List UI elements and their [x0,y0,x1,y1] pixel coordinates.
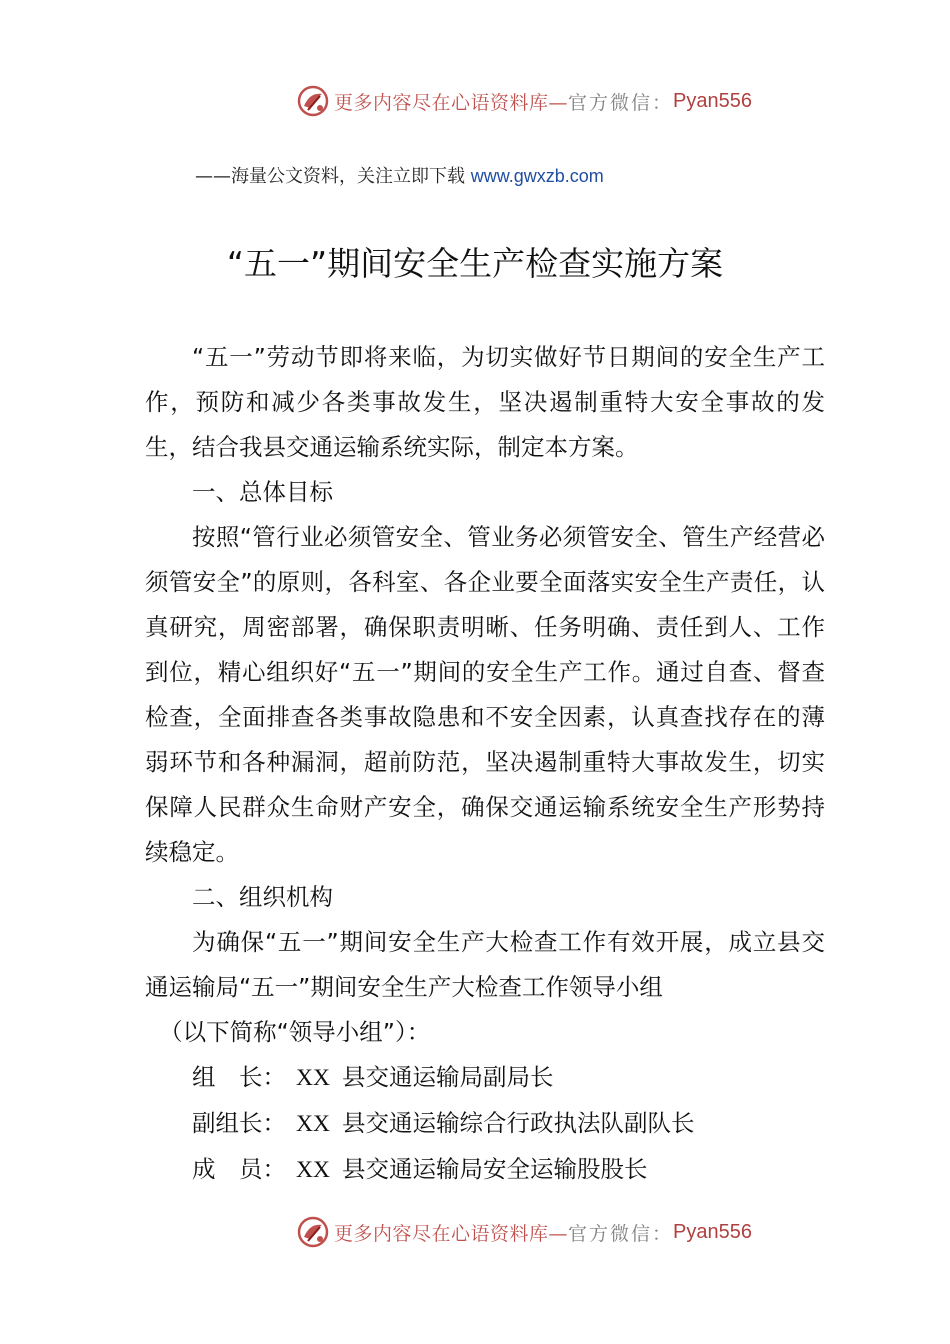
document-title: “五一”期间安全生产检查实施方案 [226,244,724,283]
subline-text: ——海量公文资料，关注立即下载 [195,166,471,187]
roster-role: 成 员： [192,1155,286,1183]
roster-title: 县交通运输综合行政执法队副队长 [341,1109,695,1137]
roster-row [145,1147,825,1193]
footer-banner [296,1212,752,1252]
roster-role: 副组长： [192,1109,286,1137]
roster-row [145,1101,825,1147]
document-body [145,335,825,1193]
header-banner [296,81,752,121]
logo-icon [296,1215,330,1249]
intro-paragraph: “五一”劳动节即将来临，为切实做好节日期间的安全生产工作，预防和减少各类事故发生，坚决遏制重特大安全事故的发生，结合我县交通运输系统实际，制定本方案。 [145,343,825,461]
roster-role: 组 长： [192,1063,286,1091]
roster-name: XX [296,1065,330,1091]
wechat-label: 官方微信： [568,91,674,114]
roster-name: XX [296,1111,330,1137]
website-link[interactable]: www.gwxzb.com [470,166,604,186]
wechat-label: 官方微信： [568,1222,674,1245]
banner-text: 更多内容尽在心语资料库— [334,91,569,114]
roster-title: 县交通运输局安全运输股股长 [341,1155,648,1183]
roster-row [145,1055,825,1101]
wechat-id: Pyan556 [673,89,752,112]
section-heading-1: 一、总体目标 [192,478,333,506]
section-note-2: （以下简称“领导小组”）： [159,1018,431,1046]
roster-name: XX [296,1157,330,1183]
banner-text: 更多内容尽在心语资料库— [334,1222,569,1245]
section-body-1: 按照“管行业必须管安全、管业务必须管安全、管生产经营必须管安全”的原则，各科室、各企业要全面落实安全生产责任，认真研究，周密部署，确保职责明晰、任务明确、责任到人、工作到位，精心组织好“五一”期间的安全生产工作。通过自查、督查检查，全面排查各类事故隐患和不安全因素，认真查找存在的薄弱环节和各种漏洞，超前防范，坚决遏制重特大事故发生，切实保障人民群众生命财产安全，确保交通运输系统安全生产形势持续稳定。 [145,523,825,866]
wechat-id: Pyan556 [673,1220,752,1243]
logo-icon [296,84,330,118]
roster-title: 县交通运输局副局长 [341,1063,554,1091]
subline [195,162,604,188]
section-body-2: 为确保“五一”期间安全生产大检查工作有效开展，成立县交通运输局“五一”期间安全生产大检查工作领导小组 [145,928,825,1001]
section-heading-2: 二、组织机构 [192,883,333,911]
